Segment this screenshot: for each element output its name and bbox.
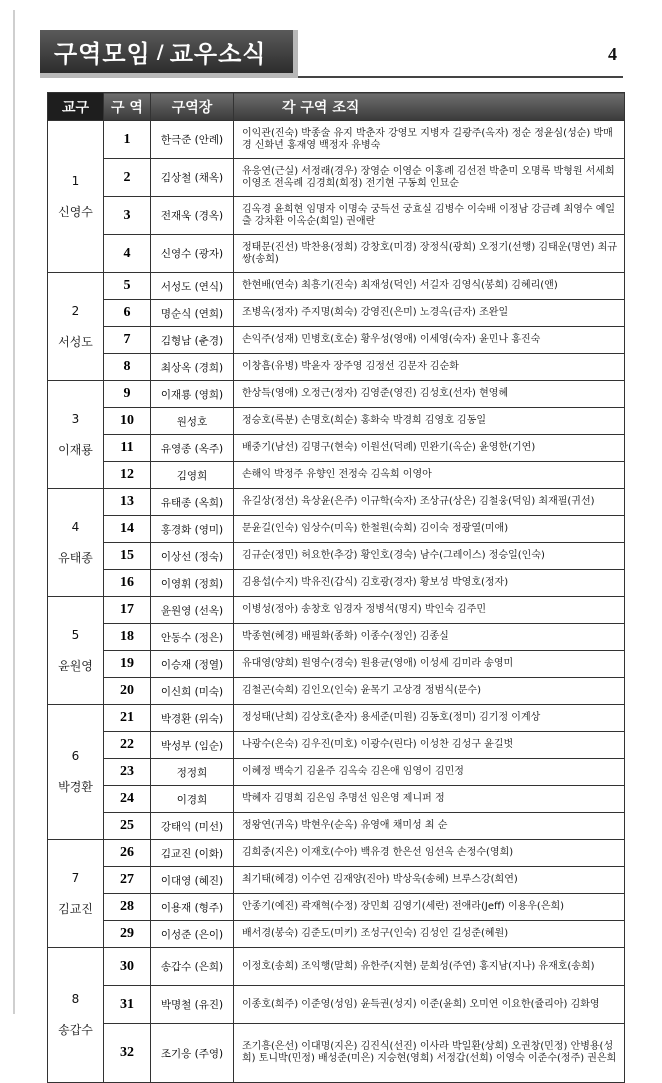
group-members: 이익관(진숙) 박종술 유지 박춘자 강영모 지병자 길광주(옥자) 정순 정윤심(성순) 박매경 신화년 홍재영 백정자 유병숙 xyxy=(234,121,625,159)
section-title-news: 교우소식 xyxy=(169,40,267,68)
table-row xyxy=(48,651,625,678)
group-leader: 원성호 xyxy=(151,408,234,435)
table-row xyxy=(48,759,625,786)
group-members: 정승호(록분) 손명호(희순) 홍화숙 박경희 김영호 김동일 xyxy=(234,408,625,435)
group-number: 25 xyxy=(104,813,151,840)
group-members: 정왕연(귀옥) 박현우(순옥) 유영애 채미성 최 순 xyxy=(234,813,625,840)
district-number: 7 xyxy=(71,870,80,885)
group-leader: 김영희 xyxy=(151,462,234,489)
table-row xyxy=(48,235,625,273)
group-leader: 김상철 (채옥) xyxy=(151,159,234,197)
district-cell-8 xyxy=(48,948,104,1083)
group-members: 김희중(지은) 이재호(수아) 백유경 한은선 임선옥 손정수(영희) xyxy=(234,840,625,867)
group-number: 32 xyxy=(104,1024,151,1083)
page-number: 4 xyxy=(608,44,617,64)
header-leader: 구역장 xyxy=(151,93,234,121)
group-members: 정태문(진선) 박찬용(정희) 강창호(미경) 장정식(광희) 오정기(선행) 김태운(명연) 최규쌍(송희) xyxy=(234,235,625,273)
group-leader: 강태익 (미선) xyxy=(151,813,234,840)
group-members: 이병성(정아) 송창호 임경자 정병석(명지) 박인숙 김주민 xyxy=(234,597,625,624)
group-leader: 이경희 xyxy=(151,786,234,813)
group-number: 28 xyxy=(104,894,151,921)
table-row xyxy=(48,624,625,651)
table-row xyxy=(48,408,625,435)
group-members: 한상득(영애) 오정근(정자) 김영준(영진) 김성호(선자) 현영혜 xyxy=(234,381,625,408)
district-number: 4 xyxy=(71,519,80,534)
group-leader: 김교진 (이화) xyxy=(151,840,234,867)
group-members: 나광수(은숙) 김우진(미호) 이광수(린다) 이성찬 김성구 윤길벗 xyxy=(234,732,625,759)
group-leader: 홍경화 (영미) xyxy=(151,516,234,543)
table-row xyxy=(48,543,625,570)
group-leader: 박성부 (임순) xyxy=(151,732,234,759)
district-pastor: 서성도 xyxy=(58,334,93,349)
group-members: 문윤길(인숙) 임상수(미옥) 한철원(숙희) 김이숙 정광열(미애) xyxy=(234,516,625,543)
group-members: 최기태(혜경) 이수연 김재양(진아) 박상욱(송혜) 브루스강(희연) xyxy=(234,867,625,894)
group-leader: 조기응 (주영) xyxy=(151,1024,234,1083)
group-number: 22 xyxy=(104,732,151,759)
table-row xyxy=(48,921,625,948)
group-number: 7 xyxy=(104,327,151,354)
group-members: 김용섭(수지) 박유진(갑식) 김호광(경자) 황보성 박영호(정자) xyxy=(234,570,625,597)
group-leader: 안동수 (정은) xyxy=(151,624,234,651)
header-group: 구 역 xyxy=(104,93,151,121)
group-leader: 신영수 (광자) xyxy=(151,235,234,273)
table-row xyxy=(48,435,625,462)
table-row xyxy=(48,894,625,921)
section-title-meetings: 구역모임 xyxy=(54,40,151,68)
district-pastor: 유태종 xyxy=(58,550,93,565)
district-number: 8 xyxy=(71,992,80,1007)
group-leader: 유영종 (옥주) xyxy=(151,435,234,462)
district-cell-3 xyxy=(48,381,104,489)
table-row xyxy=(48,678,625,705)
table-row xyxy=(48,197,625,235)
group-members: 이정호(송희) 조익행(말희) 유한주(지현) 문희성(주연) 홍지남(지나) 유재호(송희) xyxy=(234,948,625,986)
district-pastor: 윤원영 xyxy=(58,658,93,673)
group-leader: 이재룡 (영희) xyxy=(151,381,234,408)
group-leader: 김형남 (춘경) xyxy=(151,327,234,354)
group-number: 13 xyxy=(104,489,151,516)
group-number: 15 xyxy=(104,543,151,570)
table-row xyxy=(48,273,625,300)
group-number: 17 xyxy=(104,597,151,624)
district-cell-7 xyxy=(48,840,104,948)
table-row xyxy=(48,813,625,840)
group-leader: 박명철 (유진) xyxy=(151,986,234,1024)
group-number: 29 xyxy=(104,921,151,948)
table-row xyxy=(48,489,625,516)
group-number: 10 xyxy=(104,408,151,435)
group-number: 18 xyxy=(104,624,151,651)
group-number: 5 xyxy=(104,273,151,300)
group-leader: 윤원영 (선옥) xyxy=(151,597,234,624)
group-leader: 송갑수 (은희) xyxy=(151,948,234,986)
group-members: 배중기(남선) 김명구(현숙) 이원선(덕례) 민완기(옥순) 윤영한(기연) xyxy=(234,435,625,462)
table-row xyxy=(48,840,625,867)
group-members: 박종현(혜경) 배필화(종화) 이종수(정인) 김종실 xyxy=(234,624,625,651)
group-number: 14 xyxy=(104,516,151,543)
district-number: 6 xyxy=(71,749,80,764)
group-leader: 이용재 (형주) xyxy=(151,894,234,921)
group-number: 27 xyxy=(104,867,151,894)
group-number: 8 xyxy=(104,354,151,381)
table-row xyxy=(48,948,625,986)
group-number: 9 xyxy=(104,381,151,408)
district-cell-4 xyxy=(48,489,104,597)
group-number: 4 xyxy=(104,235,151,273)
district-organization-table xyxy=(47,92,625,1083)
group-members: 김옥경 윤희현 임명자 이명숙 궁득선 궁효실 김병수 이숙배 이정남 강금례 최영수 예일출 강차환 이옥순(희일) 권애란 xyxy=(234,197,625,235)
group-number: 3 xyxy=(104,197,151,235)
district-pastor: 송갑수 xyxy=(58,1023,93,1037)
group-leader: 정정희 xyxy=(151,759,234,786)
table-row xyxy=(48,327,625,354)
table-row xyxy=(48,732,625,759)
group-members: 배서경(봉숙) 김준도(미키) 조성구(인숙) 김성인 길성준(혜원) xyxy=(234,921,625,948)
group-number: 6 xyxy=(104,300,151,327)
group-leader: 이상선 (정숙) xyxy=(151,543,234,570)
table-row xyxy=(48,786,625,813)
group-leader: 최상옥 (경희) xyxy=(151,354,234,381)
group-number: 12 xyxy=(104,462,151,489)
group-leader: 이성준 (은이) xyxy=(151,921,234,948)
group-leader: 박경환 (위숙) xyxy=(151,705,234,732)
page-left-border xyxy=(13,10,15,1014)
group-number: 23 xyxy=(104,759,151,786)
group-number: 2 xyxy=(104,159,151,197)
district-number: 1 xyxy=(71,173,80,188)
group-members: 손해익 박정주 유향인 전정숙 김옥희 이영아 xyxy=(234,462,625,489)
district-number: 5 xyxy=(71,627,80,642)
group-members: 박혜자 김명희 김은임 추명선 임은영 제니퍼 정 xyxy=(234,786,625,813)
group-members: 유대영(양희) 원영수(경숙) 원용균(영애) 이성세 김미라 송영미 xyxy=(234,651,625,678)
group-members: 유응연(근실) 서정래(경우) 장영순 이영순 이홍례 김선전 박춘미 오명록 박형원 서세희 이영조 전옥례 김경희(희정) 전기현 구동희 인묘순 xyxy=(234,159,625,197)
group-number: 26 xyxy=(104,840,151,867)
table-row xyxy=(48,121,625,159)
group-number: 11 xyxy=(104,435,151,462)
table-row xyxy=(48,570,625,597)
district-number: 2 xyxy=(71,303,80,318)
group-number: 16 xyxy=(104,570,151,597)
group-leader: 전재욱 (경옥) xyxy=(151,197,234,235)
table-row xyxy=(48,159,625,197)
table-row xyxy=(48,867,625,894)
district-cell-6 xyxy=(48,705,104,840)
district-pastor: 김교진 xyxy=(58,901,93,916)
group-members: 김철곤(숙희) 김인오(인숙) 윤목기 고상경 정범식(문수) xyxy=(234,678,625,705)
table-row xyxy=(48,1024,625,1083)
group-members: 김규순(정민) 허요한(추강) 황인호(경숙) 남수(그레이스) 정승일(인숙) xyxy=(234,543,625,570)
group-members: 손익주(성재) 민병호(호순) 황우성(영애) 이세영(숙자) 윤민나 홍진숙 xyxy=(234,327,625,354)
table-row xyxy=(48,381,625,408)
group-members: 조병옥(정자) 주지명(희숙) 강영진(은미) 노경옥(금자) 조완일 xyxy=(234,300,625,327)
group-leader: 유태종 (옥희) xyxy=(151,489,234,516)
table-row xyxy=(48,986,625,1024)
group-number: 30 xyxy=(104,948,151,986)
group-leader: 이신희 (미숙) xyxy=(151,678,234,705)
group-number: 20 xyxy=(104,678,151,705)
table-row xyxy=(48,354,625,381)
table-row xyxy=(48,516,625,543)
table-row xyxy=(48,597,625,624)
district-pastor: 이재룡 xyxy=(58,442,93,457)
group-number: 1 xyxy=(104,121,151,159)
group-members: 안종기(예진) 곽재혁(수정) 장민희 김영기(세란) 전애라(Jeff) 이용우(은희) xyxy=(234,894,625,921)
group-leader: 이대영 (혜진) xyxy=(151,867,234,894)
district-cell-1 xyxy=(48,121,104,273)
district-cell-5 xyxy=(48,597,104,705)
group-members: 이혜정 백숙기 김윤주 김옥숙 김은애 임영이 김민정 xyxy=(234,759,625,786)
section-header xyxy=(40,30,298,78)
table-row xyxy=(48,300,625,327)
table-row xyxy=(48,462,625,489)
group-number: 21 xyxy=(104,705,151,732)
group-members: 유길상(정선) 육상윤(은주) 이규학(숙자) 조상규(상은) 김철웅(덕임) 최재필(귀선) xyxy=(234,489,625,516)
group-members: 이종호(희주) 이준영(성임) 윤득권(성지) 이준(윤희) 오미연 이요한(쥴리아) 김화영 xyxy=(234,986,625,1024)
group-leader: 명순식 (연희) xyxy=(151,300,234,327)
group-number: 19 xyxy=(104,651,151,678)
group-number: 24 xyxy=(104,786,151,813)
group-number: 31 xyxy=(104,986,151,1024)
district-cell-2 xyxy=(48,273,104,381)
table-row xyxy=(48,705,625,732)
header-organization: 각 구역 조직 xyxy=(234,93,625,121)
group-leader: 이영휘 (정희) xyxy=(151,570,234,597)
group-members: 이창흠(유병) 박윤자 장주영 김정선 김문자 김순화 xyxy=(234,354,625,381)
district-number: 3 xyxy=(71,411,80,426)
title-separator: / xyxy=(156,40,164,63)
district-pastor: 신영수 xyxy=(58,204,93,219)
header-rule xyxy=(298,76,623,78)
group-leader: 서성도 (연식) xyxy=(151,273,234,300)
group-members: 조기흥(은선) 이대명(지은) 김진식(선진) 이사라 박일환(상희) 오권창(민정) 안병용(성희) 토니박(민정) 배성준(미은) 지승현(영희) 서정갑(선희) 이영숙 이준수(정주) 권은희 xyxy=(234,1024,625,1083)
district-pastor: 박경환 xyxy=(58,780,93,794)
header-district: 교구 xyxy=(48,93,104,121)
group-leader: 한극준 (안례) xyxy=(151,121,234,159)
group-members: 정성태(난희) 김상호(춘자) 용세준(미원) 김동호(정미) 김기정 이계상 xyxy=(234,705,625,732)
group-leader: 이승재 (정열) xyxy=(151,651,234,678)
group-members: 한현배(연숙) 최흥기(진숙) 최재성(덕인) 서길자 김영식(봉희) 김혜리(앤) xyxy=(234,273,625,300)
